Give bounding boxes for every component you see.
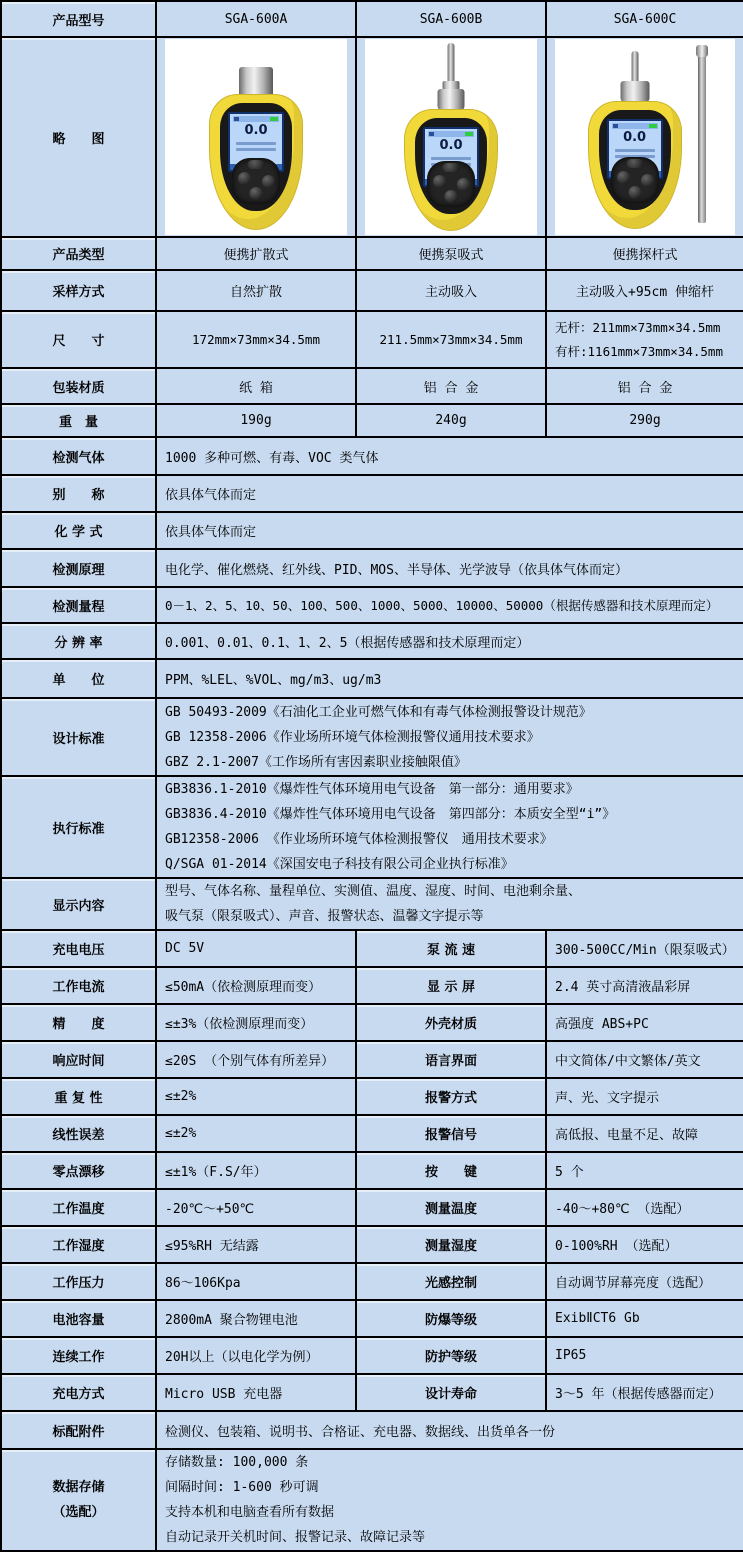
value-design-standards: GB 50493-2009《石油化工企业可燃气体和有毒气体检测报警设计规范》 GB 12358-2006《作业场所环境气体检测报警仪通用技术要求》 GBZ 2.1-2007《工作场所有害因素职业接触限值》 (156, 698, 743, 776)
label-exec-standards: 执行标准 (1, 776, 156, 878)
value-chemical-formula: 依具体气体而定 (156, 512, 743, 549)
row-sketch (1, 37, 743, 237)
row-response-language (1, 1041, 743, 1078)
row-resolution (1, 623, 743, 659)
row-pressure-lightsensor (1, 1263, 743, 1300)
label-data-storage: 数据存储 （选配） (1, 1449, 156, 1551)
label-packaging: 包装材质 (1, 368, 156, 404)
sensor-cap-icon (239, 67, 273, 97)
value-charging-method: Micro USB 充电器 (156, 1374, 356, 1411)
model-sga-600a: SGA-600A (156, 1, 356, 37)
label-measure-temp: 测量温度 (356, 1189, 546, 1226)
value-sampling-b: 主动吸入 (356, 270, 546, 311)
label-weight: 重 量 (1, 404, 156, 437)
label-housing-material: 外壳材质 (356, 1004, 546, 1041)
row-continuous-protection (1, 1337, 743, 1374)
value-detect-principle: 电化学、催化燃烧、红外线、PID、MOS、半导体、光学波导（依具体气体而定） (156, 549, 743, 587)
value-measure-humidity: 0-100%RH （选配） (546, 1226, 743, 1263)
label-resolution: 分 辨 率 (1, 623, 156, 659)
row-product-type (1, 237, 743, 270)
label-working-current: 工作电流 (1, 967, 156, 1004)
row-packaging (1, 368, 743, 404)
value-units: PPM、%LEL、%VOL、mg/m3、ug/m3 (156, 659, 743, 698)
row-sampling-method (1, 270, 743, 311)
row-accessories (1, 1411, 743, 1449)
value-pump-rate: 300-500CC/Min（限泵吸式） (546, 930, 743, 967)
value-response-time: ≤20S （个别气体有所差异） (156, 1041, 356, 1078)
value-type-c: 便携探杆式 (546, 237, 743, 270)
label-alarm-signal: 报警信号 (356, 1115, 546, 1152)
value-alarm-signal: 高低报、电量不足、故障 (546, 1115, 743, 1152)
row-current-display (1, 967, 743, 1004)
screen-statusbar (233, 116, 279, 122)
model-sga-600b: SGA-600B (356, 1, 546, 37)
value-detect-gases: 1000 多种可燃、有毒、VOC 类气体 (156, 437, 743, 475)
label-repeatability: 重 复 性 (1, 1078, 156, 1115)
label-explosionproof-grade: 防爆等级 (356, 1300, 546, 1337)
value-size-b: 211.5mm×73mm×34.5mm (356, 311, 546, 368)
label-charging-method: 充电方式 (1, 1374, 156, 1411)
row-work-temp-measure-temp (1, 1189, 743, 1226)
label-display-screen: 显 示 屏 (356, 967, 546, 1004)
value-linearity-error: ≤±2% (156, 1115, 356, 1152)
label-design-lifespan: 设计寿命 (356, 1374, 546, 1411)
label-protection-grade: 防护等级 (356, 1337, 546, 1374)
label-accessories: 标配附件 (1, 1411, 156, 1449)
probe-icon (631, 51, 638, 83)
label-alias: 别 称 (1, 475, 156, 512)
row-dimensions (1, 311, 743, 368)
row-repeatability-alarm-mode (1, 1078, 743, 1115)
value-type-a: 便携扩散式 (156, 237, 356, 270)
label-measure-humidity: 测量湿度 (356, 1226, 546, 1263)
value-accessories: 检测仪、包装箱、说明书、合格证、充电器、数据线、出货单各一份 (156, 1411, 743, 1449)
value-alias: 依具体气体而定 (156, 475, 743, 512)
value-accuracy: ≤±3%（依检测原理而变） (156, 1004, 356, 1041)
value-continuous-work: 20H以上（以电化学为例） (156, 1337, 356, 1374)
label-zero-drift: 零点漂移 (1, 1152, 156, 1189)
row-exec-standards (1, 776, 743, 878)
model-sga-600c: SGA-600C (546, 1, 743, 37)
value-packaging-b: 铝 合 金 (356, 368, 546, 404)
row-alias (1, 475, 743, 512)
label-alarm-mode: 报警方式 (356, 1078, 546, 1115)
value-working-humidity: ≤95%RH 无结露 (156, 1226, 356, 1263)
value-resolution: 0.001、0.01、0.1、1、2、5（根据传感器和技术原理而定） (156, 623, 743, 659)
value-explosionproof-grade: ExibⅡCT6 Gb (546, 1300, 743, 1337)
label-response-time: 响应时间 (1, 1041, 156, 1078)
value-packaging-a: 纸 箱 (156, 368, 356, 404)
value-measure-temp: -40～+80℃ （选配） (546, 1189, 743, 1226)
value-sampling-a: 自然扩散 (156, 270, 356, 311)
value-type-b: 便携泵吸式 (356, 237, 546, 270)
value-light-control: 自动调节屏幕亮度（选配） (546, 1263, 743, 1300)
label-working-temp: 工作温度 (1, 1189, 156, 1226)
key-enter (250, 187, 263, 200)
value-working-current: ≤50mA（依检测原理而变） (156, 967, 356, 1004)
value-size-a: 172mm×73mm×34.5mm (156, 311, 356, 368)
device-shell (209, 94, 303, 230)
row-product-model (1, 1, 743, 37)
key-left (238, 172, 251, 185)
label-working-pressure: 工作压力 (1, 1263, 156, 1300)
label-accuracy: 精 度 (1, 1004, 156, 1041)
label-working-humidity: 工作湿度 (1, 1226, 156, 1263)
row-design-standards (1, 698, 743, 776)
value-display-screen: 2.4 英寸高清液晶彩屏 (546, 967, 743, 1004)
row-weight (1, 404, 743, 437)
value-battery-capacity: 2800mA 聚合物锂电池 (156, 1300, 356, 1337)
value-display-content: 型号、气体名称、量程单位、实测值、温度、湿度、时间、电池剩余量、 吸气泵（限泵吸式）、声音、报警状态、温馨文字提示等 (156, 878, 743, 930)
device-c-image: 0.0 (555, 39, 735, 235)
value-design-lifespan: 3～5 年（根据传感器而定） (546, 1374, 743, 1411)
row-linearity-alarm-signal (1, 1115, 743, 1152)
label-linearity-error: 线性误差 (1, 1115, 156, 1152)
value-data-storage: 存储数量: 100,000 条 间隔时间: 1-600 秒可调 支持本机和电脑查看所有数据 自动记录开关机时间、报警记录、故障记录等 (156, 1449, 743, 1551)
value-weight-a: 190g (156, 404, 356, 437)
value-repeatability: ≤±2% (156, 1078, 356, 1115)
label-continuous-work: 连续工作 (1, 1337, 156, 1374)
label-language-ui: 语言界面 (356, 1041, 546, 1078)
label-product-model: 产品型号 (1, 1, 156, 37)
value-sampling-c: 主动吸入+95cm 伸缩杆 (546, 270, 743, 311)
label-product-type: 产品类型 (1, 237, 156, 270)
value-zero-drift: ≤±1%（F.S/年） (156, 1152, 356, 1189)
row-accuracy-housing (1, 1004, 743, 1041)
row-detect-principle (1, 549, 743, 587)
row-detect-gases (1, 437, 743, 475)
label-dimensions: 尺 寸 (1, 311, 156, 368)
sensor-cap-icon (620, 81, 649, 103)
screen-reading: 0.0 (244, 123, 268, 138)
row-units (1, 659, 743, 698)
row-data-storage (1, 1449, 743, 1551)
label-design-standards: 设计标准 (1, 698, 156, 776)
label-detect-principle: 检测原理 (1, 549, 156, 587)
sensor-cap-icon (438, 89, 465, 111)
label-buttons: 按 键 (356, 1152, 546, 1189)
label-pump-rate: 泵 流 速 (356, 930, 546, 967)
value-working-pressure: 86～106Kpa (156, 1263, 356, 1300)
value-working-temp: -20℃～+50℃ (156, 1189, 356, 1226)
value-charge-voltage: DC 5V (156, 930, 356, 967)
label-chemical-formula: 化 学 式 (1, 512, 156, 549)
row-charge-voltage-pump-rate (1, 930, 743, 967)
value-language-ui: 中文简体/中文繁体/英文 (546, 1041, 743, 1078)
value-packaging-c: 铝 合 金 (546, 368, 743, 404)
label-charge-voltage: 充电电压 (1, 930, 156, 967)
device-b-image: 0.0 (365, 39, 537, 235)
value-weight-b: 240g (356, 404, 546, 437)
row-work-humidity-measure-humidity (1, 1226, 743, 1263)
row-detect-range (1, 587, 743, 623)
label-light-control: 光感控制 (356, 1263, 546, 1300)
label-detect-range: 检测量程 (1, 587, 156, 623)
label-detect-gases: 检测气体 (1, 437, 156, 475)
row-display-content (1, 878, 743, 930)
value-housing-material: 高强度 ABS+PC (546, 1004, 743, 1041)
device-a-image (165, 39, 347, 235)
device-panel (220, 103, 292, 211)
value-protection-grade: IP65 (546, 1337, 743, 1374)
telescopic-rod-icon (698, 55, 706, 223)
label-battery-capacity: 电池容量 (1, 1300, 156, 1337)
value-weight-c: 290g (546, 404, 743, 437)
row-battery-explosionproof (1, 1300, 743, 1337)
label-display-content: 显示内容 (1, 878, 156, 930)
label-sketch: 略 图 (1, 37, 156, 237)
value-size-c: 无杆：211mm×73mm×34.5mm 有杆:1161mm×73mm×34.5mm (546, 311, 743, 368)
value-buttons: 5 个 (546, 1152, 743, 1189)
menu-key (248, 160, 265, 169)
pump-probe-icon (448, 43, 455, 83)
key-right (262, 175, 275, 188)
value-detect-range: 0－1、2、5、10、50、100、500、1000、5000、10000、50000（根据传感器和技术原理而定） (156, 587, 743, 623)
row-zero-drift-buttons (1, 1152, 743, 1189)
value-alarm-mode: 声、光、文字提示 (546, 1078, 743, 1115)
label-units: 单 位 (1, 659, 156, 698)
value-exec-standards: GB3836.1-2010《爆炸性气体环境用电气设备 第一部分：通用要求》 GB3836.4-2010《爆炸性气体环境用电气设备 第四部分：本质安全型“i”》 GB12358-2006 《作业场所环境气体检测报警仪 通用技术要求》 Q/SGA 01-2014《深国安电子科技有限公司企业执行标准》 (156, 776, 743, 878)
row-chemical-formula (1, 512, 743, 549)
keypad (232, 158, 280, 204)
label-sampling: 采样方式 (1, 270, 156, 311)
row-charging-lifespan (1, 1374, 743, 1411)
